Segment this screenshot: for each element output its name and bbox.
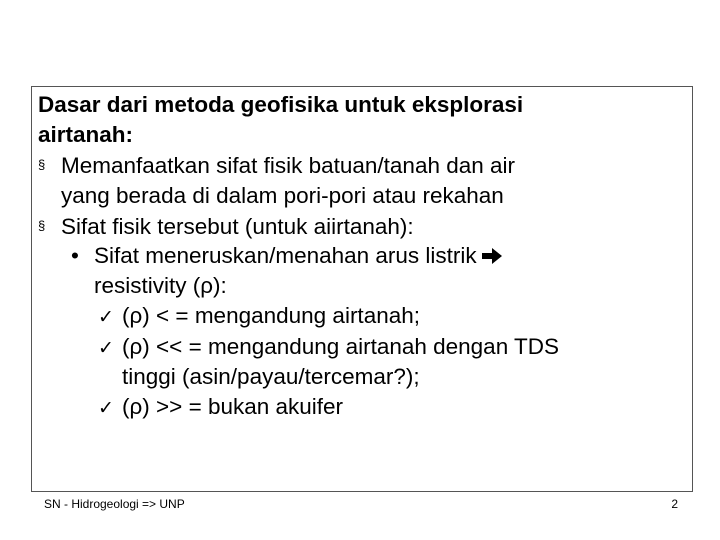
check-icon: ✓ (98, 337, 114, 359)
square-bullet-icon: § (38, 217, 46, 233)
slide-content (38, 90, 688, 422)
check-item-2-text: (ρ) << = mengandung airtanah dengan TDS (122, 333, 560, 359)
sub-bullet-continuation: resistivity (ρ): (94, 273, 227, 299)
check-item-1 (38, 301, 688, 331)
bullet-1 (38, 150, 688, 180)
heading-line-2: airtanah: (38, 122, 134, 148)
dot-bullet-icon: • (71, 242, 79, 268)
footer-text: SN - Hidrogeologi => UNP (44, 497, 185, 511)
heading-line-1: Dasar dari metoda geofisika untuk eksplorasi (38, 92, 524, 117)
square-bullet-icon: § (38, 157, 46, 173)
bullet-2-text: Sifat fisik tersebut (untuk aiirtanah): (61, 213, 414, 239)
check-item-1-text: (ρ) < = mengandung airtanah; (122, 303, 420, 329)
check-icon: ✓ (98, 397, 114, 419)
check-item-2-continuation: tinggi (asin/payau/tercemar?); (122, 363, 420, 389)
sub-bullet-text: Sifat meneruskan/menahan arus listrik (94, 242, 477, 268)
bullet-1-continuation: yang berada di dalam pori-pori atau rekahan (61, 182, 504, 208)
check-item-3-text: (ρ) >> = bukan akuifer (122, 393, 344, 419)
arrow-right-icon (481, 243, 503, 273)
check-item-2 (38, 332, 688, 362)
check-item-3 (38, 392, 688, 422)
sub-bullet (38, 241, 688, 271)
check-icon: ✓ (98, 307, 114, 329)
bullet-2 (38, 211, 688, 241)
bullet-1-text: Memanfaatkan sifat fisik batuan/tanah dan air (61, 153, 516, 179)
page-number: 2 (671, 497, 678, 511)
